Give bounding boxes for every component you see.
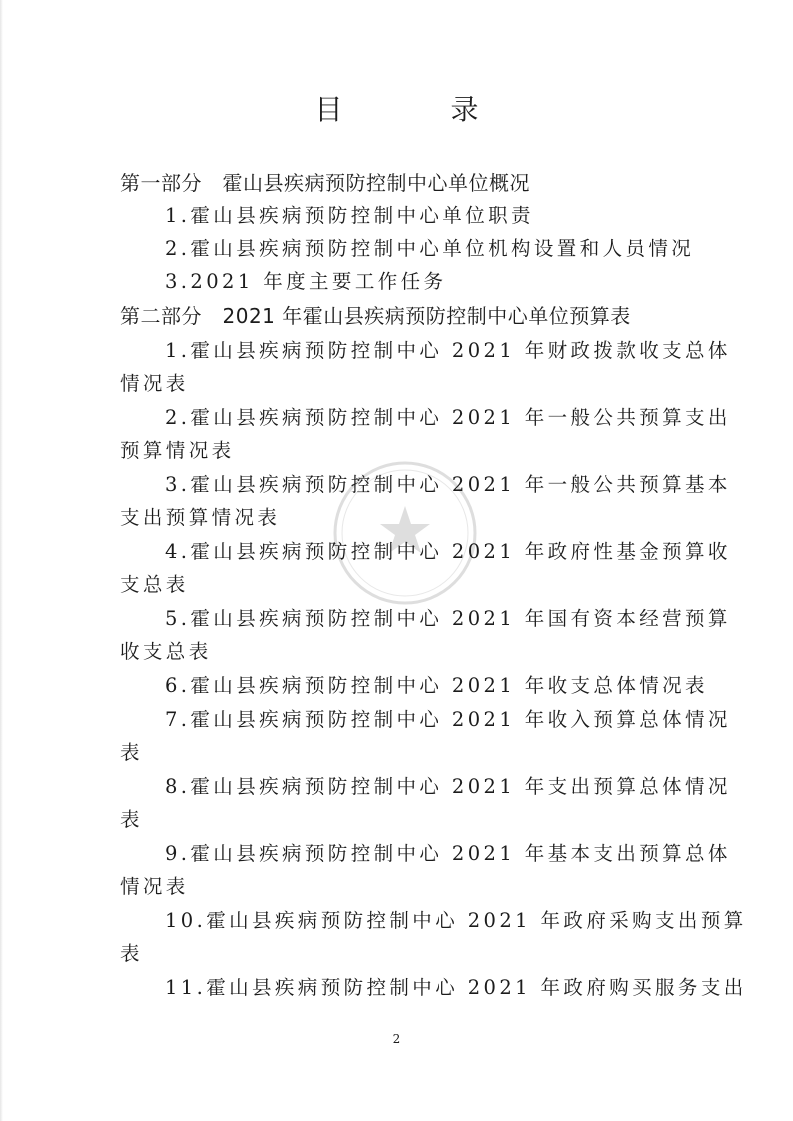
part2-item-4: 4.霍山县疾病预防控制中心 2021 年政府性基金预算收 [165, 540, 731, 563]
part2-item-8: 8.霍山县疾病预防控制中心 2021 年支出预算总体情况 [165, 775, 731, 798]
part2-item-5: 5.霍山县疾病预防控制中心 2021 年国有资本经营预算 [165, 607, 731, 630]
part2-item-11: 11.霍山县疾病预防控制中心 2021 年政府购买服务支出 [165, 976, 747, 999]
part2-item-9-cont: 情况表 [120, 875, 189, 898]
part2-item-1-cont: 情况表 [120, 372, 189, 395]
part2-item-6: 6.霍山县疾病预防控制中心 2021 年收支总体情况表 [165, 674, 708, 697]
part2-item-5-cont: 收支总表 [120, 640, 212, 663]
part2-heading: 第二部分 2021 年霍山县疾病预防控制中心单位预算表 [120, 304, 631, 328]
page-number: 2 [392, 1032, 401, 1046]
part2-item-10: 10.霍山县疾病预防控制中心 2021 年政府采购支出预算 [165, 909, 747, 932]
part1-item-3: 3.2021 年度主要工作任务 [165, 270, 447, 293]
part2-item-4-cont: 支总表 [120, 573, 189, 596]
part2-item-7: 7.霍山县疾病预防控制中心 2021 年收入预算总体情况 [165, 708, 731, 731]
part2-item-10-cont: 表 [120, 942, 143, 965]
part1-item-1: 1.霍山县疾病预防控制中心单位职责 [165, 204, 534, 227]
part2-item-7-cont: 表 [120, 741, 143, 764]
part2-item-3: 3.霍山县疾病预防控制中心 2021 年一般公共预算基本 [165, 473, 731, 496]
toc-title: 目 录 [314, 93, 519, 126]
part2-item-2-cont: 预算情况表 [120, 439, 235, 462]
part2-item-8-cont: 表 [120, 808, 143, 831]
part2-item-1: 1.霍山县疾病预防控制中心 2021 年财政拨款收支总体 [165, 339, 731, 362]
part2-item-9: 9.霍山县疾病预防控制中心 2021 年基本支出预算总体 [165, 842, 731, 865]
part1-item-2: 2.霍山县疾病预防控制中心单位机构设置和人员情况 [165, 237, 695, 260]
part2-item-3-cont: 支出预算情况表 [120, 506, 281, 529]
scan-edge-shadow [0, 0, 3, 1121]
part2-item-2: 2.霍山县疾病预防控制中心 2021 年一般公共预算支出 [165, 406, 731, 429]
part1-heading: 第一部分 霍山县疾病预防控制中心单位概况 [120, 171, 530, 195]
